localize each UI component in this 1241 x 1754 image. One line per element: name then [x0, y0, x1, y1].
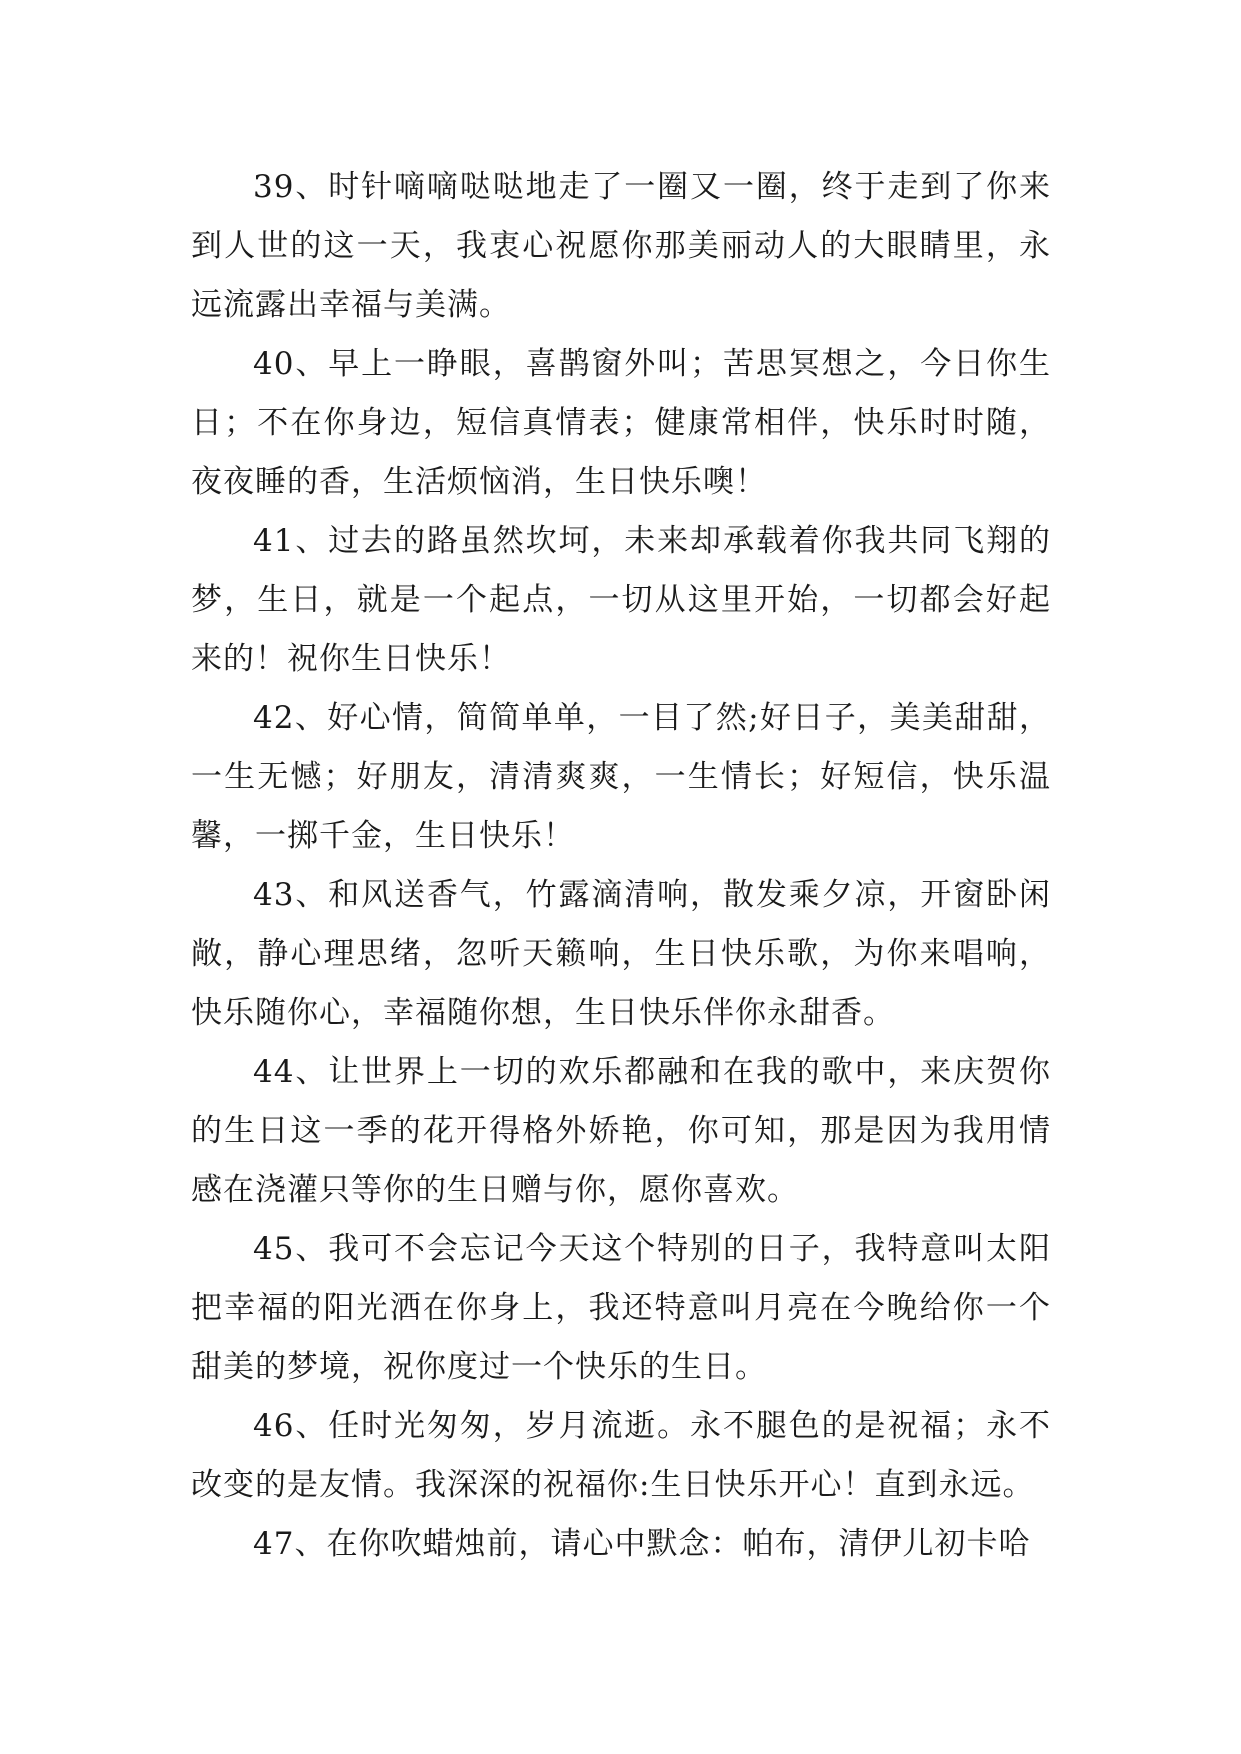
- paragraph-43: 43、和风送香气，竹露滴清响，散发乘夕凉，开窗卧闲敞，静心理思绪，忽听天籁响，生日快乐歌，为你来唱响，快乐随你心，幸福随你想，生日快乐伴你永甜香。: [191, 877, 1051, 1031]
- paragraph-39: 39、时针嘀嘀哒哒地走了一圈又一圈，终于走到了你来到人世的这一天，我衷心祝愿你那美丽动人的大眼睛里，永远流露出幸福与美满。: [191, 169, 1051, 323]
- paragraph-42: 42、好心情，简简单单，一目了然;好日子，美美甜甜，一生无憾；好朋友，清清爽爽，一生情长；好短信，快乐温馨，一掷千金，生日快乐！: [191, 700, 1051, 854]
- document-body: [191, 158, 1051, 1574]
- paragraph-45: 45、我可不会忘记今天这个特别的日子，我特意叫太阳把幸福的阳光洒在你身上，我还特意叫月亮在今晚给你一个甜美的梦境，祝你度过一个快乐的生日。: [191, 1231, 1051, 1385]
- paragraph-44: 44、让世界上一切的欢乐都融和在我的歌中，来庆贺你的生日这一季的花开得格外娇艳，你可知，那是因为我用情感在浇灌只等你的生日赠与你，愿你喜欢。: [191, 1054, 1051, 1208]
- paragraph-46: 46、任时光匆匆，岁月流逝。永不腿色的是祝福；永不改变的是友情。我深深的祝福你:生日快乐开心！直到永远。: [191, 1408, 1051, 1503]
- paragraph-41: 41、过去的路虽然坎坷，未来却承载着你我共同飞翔的梦，生日，就是一个起点，一切从这里开始，一切都会好起来的！祝你生日快乐！: [191, 523, 1051, 677]
- paragraph-47: 47、在你吹蜡烛前，请心中默念：帕布，清伊儿初卡哈: [253, 1526, 1031, 1562]
- paragraph-40: 40、早上一睁眼，喜鹊窗外叫；苦思冥想之，今日你生日；不在你身边，短信真情表；健康常相伴，快乐时时随，夜夜睡的香，生活烦恼消，生日快乐噢！: [191, 346, 1051, 500]
